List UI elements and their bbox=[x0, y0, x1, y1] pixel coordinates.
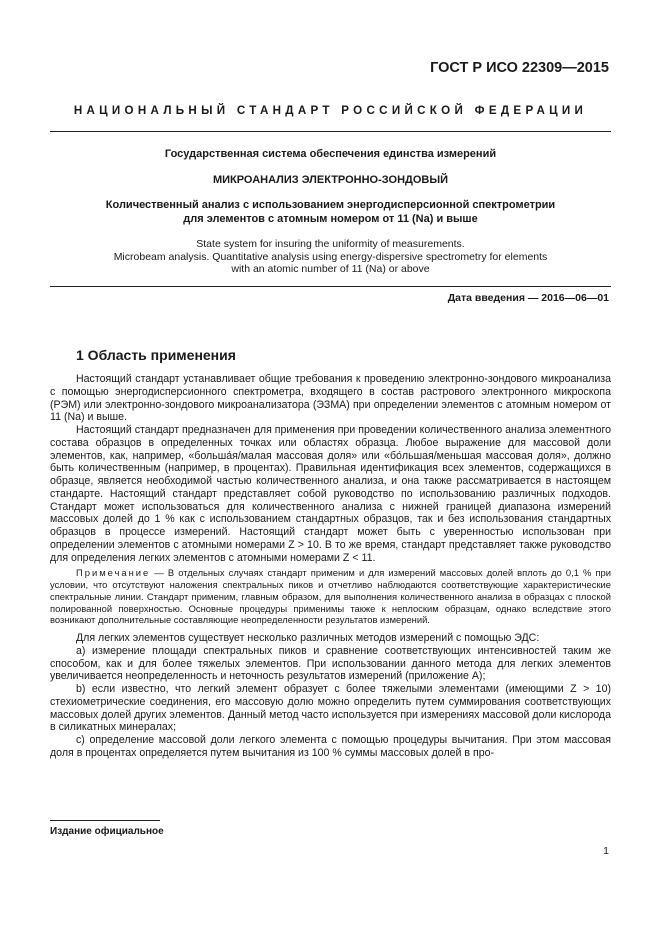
introduction-date: Дата введения — 2016—06—01 bbox=[447, 292, 609, 304]
paragraph: Настоящий стандарт предназначен для применения при проведении количественного анализа элементного состава образцов в определенных точках или областях образца. Любое выражение для массовой доли элементов, как, например, «больша́я/малая массовая доля» или «бо́льшая/меньшая массовая доля», должно быть количественным (например, в процентах). Правильная идентификация всех элементов, содержащихся в образце, является необходимой частью количественного анализа, и она также рассматривается в настоящем стандарте. Настоящий стандарт представляет собой руководство по использованию различных подходов. Стандарт может использоваться для количественного анализа с нижней границей диапазона измерений массовых долей до 1 % как с использованием стандартных образцов, так и без использования стандартных образцов в процессе измерений. Настоящий стандарт может быть с уверенностью использован при определении элементов с атомными номерами Z > 10. В то же время, стандарт представляет также руководство для определения легких элементов с атомными номерами Z < 11. bbox=[50, 424, 611, 564]
english-title-line: Microbeam analysis. Quantitative analysis using energy-dispersive spectrometry for elements bbox=[113, 250, 548, 263]
note-label: Примечание bbox=[76, 567, 151, 579]
subtitle-line: Количественный анализ с использованием энергодисперсионной спектрометрии bbox=[105, 199, 556, 211]
english-title-line: State system for insuring the uniformity of measurements. bbox=[196, 238, 465, 250]
note bbox=[50, 567, 611, 626]
page-number: 1 bbox=[603, 845, 609, 857]
subtitle-line: для элементов с атомным номером от 11 (Na) и выше bbox=[183, 213, 478, 225]
english-title bbox=[50, 238, 611, 276]
paragraph: Настоящий стандарт устанавливает общие требования к проведению электронно-зондового микроанализа с помощью энергодисперсионного спектрометра, входящего в состав растрового электронного микроскопа (РЭМ) или электронно-зондового микроанализатора (ЭЗМА) при определении элементов с атомным номером от 11 (Na) и выше. bbox=[50, 373, 611, 424]
note-text: — В отдельных случаях стандарт применим и для измерений массовых долей вплоть до 0,1 % при условии, что отсутствуют наложения спектральных пиков и отчетливо наблюдаются соответствующие характеристические спектральные линии. Стандарт применим, главным образом, для выполнения количественного анализа в образцах с плоской полированной поверхностью. Основные процедуры применимы также к неплоским образцам, однако вследствие этого возникают дополнительные составляющие неопределенности результатов измерений. bbox=[50, 567, 611, 626]
list-item: а) измерение площади спектральных пиков и сравнение соответствующих интенсивностей таким же способом, как и для более тяжелых элементов. При использовании данного метода для легких элементов увеличивается неопределенность и неточность результатов измерений (приложение А); bbox=[50, 644, 611, 683]
subtitle bbox=[50, 198, 611, 226]
paragraph: Для легких элементов существует несколько различных методов измерений с помощью ЭДС: bbox=[76, 632, 540, 644]
title-divider bbox=[50, 286, 611, 287]
system-title: Государственная система обеспечения единства измерений bbox=[164, 148, 497, 160]
main-title: МИКРОАНАЛИЗ ЭЛЕКТРОННО-ЗОНДОВЫЙ bbox=[212, 174, 449, 186]
official-edition-label: Издание официальное bbox=[50, 826, 164, 837]
english-title-line: with an atomic number of 11 (Na) or above bbox=[231, 263, 430, 275]
list-item: b) если известно, что легкий элемент образует с более тяжелыми элементами (имеющими Z > 10) стехиометрические соединения, его массовую долю можно определить путем суммирования соответствующих массовых долей других элементов. Данный метод часто используется при измерениях массовой доли кислорода в силикатных минералах; bbox=[50, 683, 611, 734]
document-code: ГОСТ Р ИСО 22309—2015 bbox=[430, 60, 609, 76]
section-heading: 1 Область применения bbox=[76, 347, 236, 363]
national-standard-banner: НАЦИОНАЛЬНЫЙ СТАНДАРТ РОССИЙСКОЙ ФЕДЕРАЦИИ bbox=[73, 104, 588, 117]
section-body bbox=[50, 373, 611, 760]
footer-divider bbox=[50, 820, 160, 821]
list-item: с) определение массовой доли легкого элемента с помощью процедуры вычитания. При этом массовая доля в процентах определяется путем вычитания из 100 % суммы массовых долей в про- bbox=[50, 734, 611, 759]
header-divider bbox=[50, 131, 611, 132]
